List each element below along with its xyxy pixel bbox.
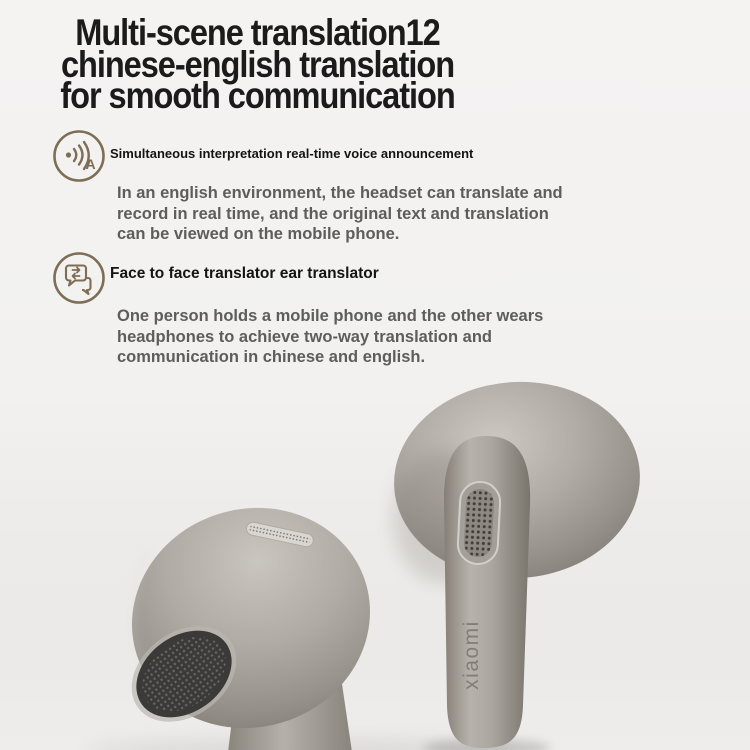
feature-body-simultaneous-interpretation: [117, 183, 563, 245]
left-earbud: [103, 477, 399, 750]
feature-heading-simultaneous-interpretation: Simultaneous interpretation real-time voice announcement: [110, 146, 474, 161]
feature-body-face-to-face-translator: [117, 306, 543, 368]
chat-translate-icon: [52, 251, 106, 305]
title-line-3: for smooth communication: [60, 75, 455, 116]
feature-heading-face-to-face-translator: Face to face translator ear translator: [110, 265, 379, 282]
body-line: can be viewed on the mobile phone.: [117, 225, 400, 243]
body-line: communication in chinese and english.: [117, 348, 426, 366]
body-line: headphones to achieve two-way translation and: [117, 327, 492, 346]
body-line: One person holds a mobile phone and the other wears: [117, 307, 544, 325]
xiaomi-logo-text: xiaomi: [460, 620, 483, 690]
right-earbud: [387, 378, 646, 748]
body-line: record in real time, and the original text and translation: [117, 204, 549, 223]
stem-mic-grille: [457, 481, 501, 565]
page-title: [31, 12, 484, 116]
svg-text:A: A: [85, 156, 96, 172]
voice-announcement-icon: [52, 129, 106, 183]
title-line-2: chinese-english translation: [60, 43, 455, 85]
body-line: In an english environment, the headset can translate and: [117, 184, 563, 202]
title-line-1: Multi-scene translation12: [75, 12, 440, 53]
earbuds-product-image: [0, 378, 750, 750]
